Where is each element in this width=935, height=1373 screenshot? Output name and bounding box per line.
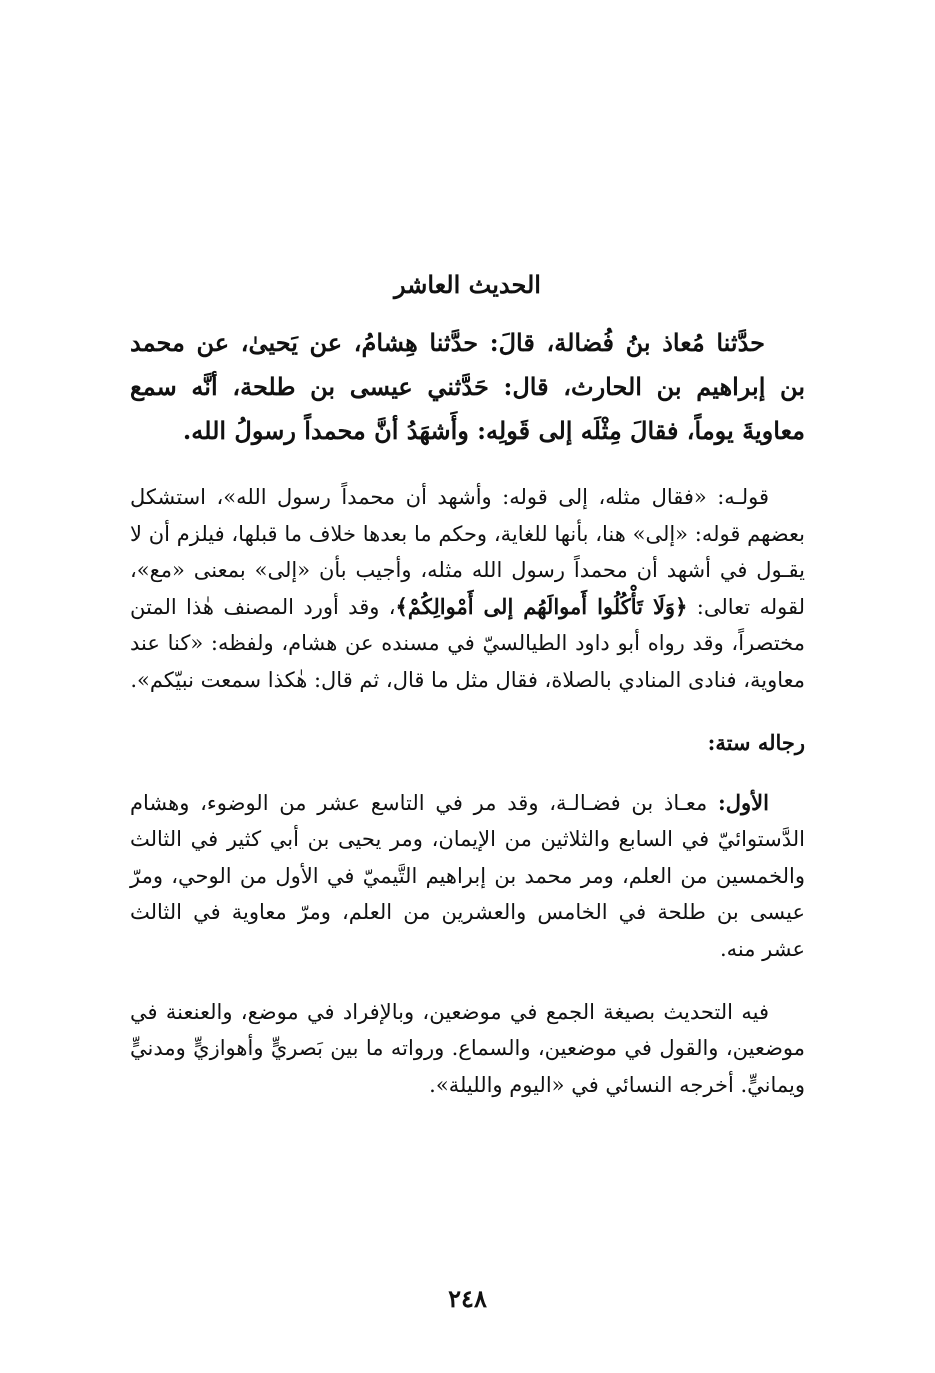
rijal-text: معـاذ بن فضـالـة، وقد مر في التاسع عشر من الوضوء، وهشام الدَّستوائيّ في السابع والثلاثين من الإيمان، ومر يحيى بن أبي كثير في الثالث والخمسين من العلم، ومر محمد بن إبراهيم التَّيميّ في الأول من الوحي، ومرّ عيسى بن طلحة في الخامس والعشرين من العلم، ومرّ معاوية في الثالث عشر منه. <box>130 790 805 961</box>
hadith-title: الحديث العاشر <box>394 270 541 299</box>
page-body <box>130 270 805 1103</box>
hadith-isnad: حدَّثنا مُعاذ بنُ فُضالة، قالَ: حدَّثنا هِشامُ، عن يَحيىٰ، عن محمد بن إبراهيم بن الحارث، قال: حَدَّثني عيسى بن طلحة، أنَّه سمع معاويةَ يوماً، فقالَ مِثْلَه إلى قَولِه: وأَشهَدُ أنَّ محمداً رسولُ الله. <box>130 328 805 445</box>
commentary-text-2: ، وقد أورد المصنف هٰذا المتن مختصراً، وقد رواه أبو داود الطيالسيّ في مسنده عن هشام، ولفظه: «كنا عند معاوية، فنادى المنادي بالصلاة، فقال مثل ما قال، ثم قال: هٰكذا سمعت نبيّكم». <box>130 594 805 692</box>
rijal-lead: الأول: <box>718 789 769 815</box>
rijal-paragraph <box>130 785 805 968</box>
commentary-text-1: قولـه: «فقال مثله، إلى قوله: وأشهد أن محمداً رسول الله»، استشكل بعضهم قوله: «إلى» هنا، بأنها للغاية، وحكم ما بعدها خلاف ما قبلها، فيلزم أن لا يقـول في أشهد أن محمداً رسول الله مثله، وأجيب بأن «إلى» بمعنى «مع»، لقوله تعالى: <box>130 485 805 619</box>
commentary-paragraph <box>130 479 805 699</box>
page-number: ٢٤٨ <box>448 1284 487 1313</box>
rijal-heading: رجاله ستة: <box>707 729 805 755</box>
quran-quote: ﴿وَلَا تَأْكُلُوا أَموالَهُم إلى أَمْوالِكُمْ﴾ <box>395 593 688 619</box>
lataif-paragraph: فيه التحديث بصيغة الجمع في موضعين، وبالإفراد في موضع، والعنعنة في موضعين، والقول في موضعين، والسماع. ورواته ما بين بَصريٍّ وأهوازيٍّ ومدنيٍّ ويمانيٍّ. أخرجه النسائي في «اليوم والليلة». <box>130 999 805 1097</box>
